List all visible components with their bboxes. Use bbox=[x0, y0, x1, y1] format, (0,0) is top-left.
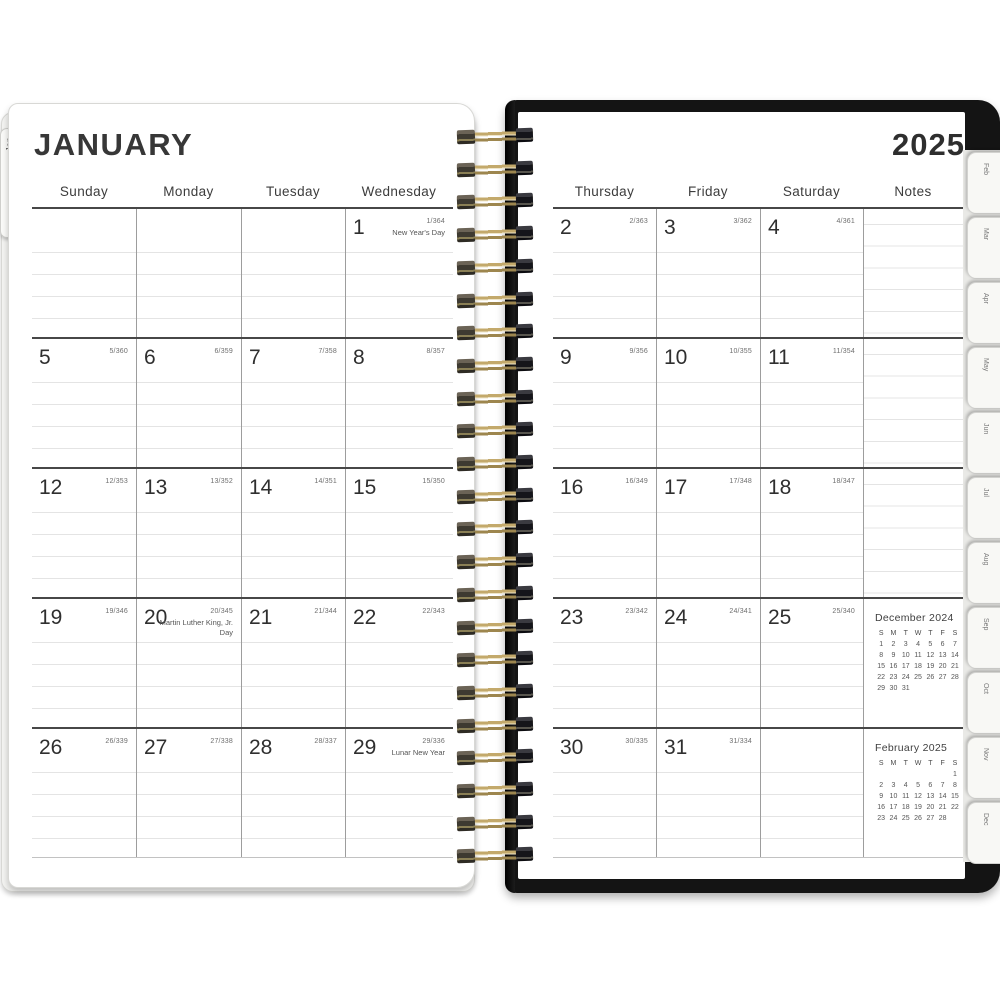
tab-label: Jun bbox=[982, 423, 989, 435]
day-cell-jan-19[interactable] bbox=[32, 599, 136, 727]
day-of-year: 10/355 bbox=[729, 348, 752, 355]
mini-cal-cell: 10 bbox=[901, 652, 910, 659]
mini-cal-cell: 12 bbox=[914, 793, 922, 800]
notes-cell[interactable] bbox=[863, 209, 963, 337]
date-number: 17 bbox=[664, 476, 688, 499]
spiral-coil bbox=[457, 291, 533, 309]
date-number: 11 bbox=[768, 346, 790, 369]
day-of-year: 17/348 bbox=[729, 478, 752, 485]
mini-cal-cell: 7 bbox=[940, 782, 945, 789]
mini-calendar-title: December 2024 bbox=[875, 612, 954, 624]
left-week-row-1 bbox=[32, 207, 453, 337]
tab-label: May bbox=[982, 358, 989, 372]
day-header-tuesday: Tuesday bbox=[265, 184, 321, 199]
left-week-row-4 bbox=[32, 597, 453, 727]
left-week-row-3 bbox=[32, 467, 453, 597]
right-week-row-5 bbox=[553, 727, 963, 857]
date-number: 21 bbox=[249, 606, 273, 629]
tab-october[interactable] bbox=[967, 672, 1000, 734]
tab-november[interactable] bbox=[967, 737, 1000, 799]
tab-label: Apr bbox=[982, 293, 989, 304]
day-cell-empty[interactable] bbox=[241, 209, 345, 337]
mini-calendar-dow bbox=[875, 759, 961, 768]
day-of-year: 21/344 bbox=[314, 608, 337, 615]
day-of-year: 8/357 bbox=[426, 348, 445, 355]
day-of-year: 27/338 bbox=[210, 738, 233, 745]
mini-cal-cell: F bbox=[940, 760, 945, 767]
mini-cal-cell: 26 bbox=[926, 674, 935, 681]
tab-april[interactable] bbox=[967, 282, 1000, 344]
mini-cal-cell: T bbox=[928, 760, 933, 767]
mini-cal-cell: W bbox=[914, 760, 922, 767]
spiral-coil bbox=[457, 651, 533, 669]
date-number: 3 bbox=[664, 216, 676, 239]
right-grid-bottom-line bbox=[553, 857, 963, 858]
holiday-label: New Year's Day bbox=[392, 228, 445, 237]
tab-march[interactable] bbox=[967, 217, 1000, 279]
mini-cal-cell: 20 bbox=[926, 804, 935, 811]
spiral-binding bbox=[457, 0, 533, 1000]
day-cell-jan-3[interactable] bbox=[656, 209, 760, 337]
tab-may[interactable] bbox=[967, 347, 1000, 409]
day-cell-jan-21[interactable] bbox=[241, 599, 345, 727]
day-of-year: 20/345 bbox=[210, 608, 233, 615]
day-cell-jan-20[interactable] bbox=[136, 599, 241, 727]
spiral-coil bbox=[457, 716, 533, 734]
date-number: 7 bbox=[249, 346, 261, 369]
month-title: JANUARY bbox=[34, 127, 194, 162]
spiral-coil bbox=[457, 782, 533, 800]
mini-cal-cell: 21 bbox=[951, 663, 959, 670]
mini-cal-cell: 27 bbox=[926, 815, 935, 822]
mini-cal-cell: 15 bbox=[951, 793, 959, 800]
day-cell-jan-6[interactable] bbox=[136, 339, 241, 467]
day-cell-jan-9[interactable] bbox=[553, 339, 656, 467]
mini-cal-cell: 2 bbox=[891, 641, 896, 648]
day-of-year: 9/356 bbox=[629, 348, 648, 355]
date-number: 25 bbox=[768, 606, 792, 629]
day-cell-jan-29[interactable] bbox=[345, 729, 453, 857]
day-of-year: 19/346 bbox=[105, 608, 128, 615]
mini-cal-cell: S bbox=[878, 630, 884, 637]
date-number: 5 bbox=[39, 346, 51, 369]
day-cell-jan-4[interactable] bbox=[760, 209, 863, 337]
mini-cal-cell: 8 bbox=[879, 652, 884, 659]
day-cell-jan-30[interactable] bbox=[553, 729, 656, 857]
mini-cal-cell bbox=[936, 684, 948, 693]
day-of-year: 14/351 bbox=[314, 478, 337, 485]
day-cell-jan-14[interactable] bbox=[241, 469, 345, 597]
day-cell-jan-10[interactable] bbox=[656, 339, 760, 467]
tab-september[interactable] bbox=[967, 607, 1000, 669]
left-day-header-row bbox=[32, 184, 453, 199]
mini-cal-cell: S bbox=[878, 760, 884, 767]
date-number: 31 bbox=[664, 736, 688, 759]
spiral-coil bbox=[457, 258, 533, 276]
mini-cal-cell: 4 bbox=[903, 782, 908, 789]
tab-label: Mar bbox=[982, 228, 989, 241]
day-of-year: 12/353 bbox=[105, 478, 128, 485]
mini-cal-cell: 5 bbox=[928, 641, 933, 648]
spiral-coil bbox=[457, 814, 533, 832]
day-cell-jan-12[interactable] bbox=[32, 469, 136, 597]
date-number: 24 bbox=[664, 606, 688, 629]
left-grid-bottom-line bbox=[32, 857, 453, 858]
spiral-coil bbox=[457, 226, 533, 244]
day-of-year: 16/349 bbox=[625, 478, 648, 485]
mini-cal-cell: 18 bbox=[914, 663, 922, 670]
day-cell-jan-16[interactable] bbox=[553, 469, 656, 597]
date-number: 12 bbox=[39, 476, 63, 499]
day-of-year: 22/343 bbox=[422, 608, 445, 615]
spiral-coil bbox=[457, 357, 533, 375]
day-cell-empty[interactable] bbox=[760, 729, 863, 857]
day-of-year: 6/359 bbox=[214, 348, 233, 355]
tab-december[interactable] bbox=[967, 802, 1000, 864]
spiral-coil bbox=[457, 455, 533, 473]
date-number: 26 bbox=[39, 736, 63, 759]
mini-cal-cell: 9 bbox=[891, 652, 896, 659]
day-cell-empty[interactable] bbox=[136, 209, 241, 337]
left-week-row-5 bbox=[32, 727, 453, 857]
mini-cal-cell: 18 bbox=[901, 804, 910, 811]
mini-cal-cell: 28 bbox=[938, 815, 947, 822]
mini-cal-cell bbox=[887, 770, 899, 779]
mini-cal-cell bbox=[949, 684, 961, 693]
day-of-year: 3/362 bbox=[733, 218, 752, 225]
tab-label: Sep bbox=[982, 618, 989, 631]
day-of-year: 25/340 bbox=[832, 608, 855, 615]
mini-cal-cell: 6 bbox=[940, 641, 945, 648]
tab-february[interactable] bbox=[967, 152, 1000, 214]
day-header-friday: Friday bbox=[688, 184, 728, 199]
mini-cal-cell: 23 bbox=[889, 674, 898, 681]
day-cell-jan-15[interactable] bbox=[345, 469, 453, 597]
day-of-year: 28/337 bbox=[314, 738, 337, 745]
mini-calendar-days bbox=[875, 770, 961, 823]
notes-cell[interactable] bbox=[863, 339, 963, 467]
mini-cal-cell: T bbox=[928, 630, 933, 637]
year-title: 2025 bbox=[892, 127, 965, 162]
day-of-year: 1/364 bbox=[426, 218, 445, 225]
mini-cal-cell: 14 bbox=[951, 652, 959, 659]
day-of-year: 2/363 bbox=[629, 218, 648, 225]
notes-cell-minical bbox=[863, 729, 963, 857]
mini-cal-cell bbox=[924, 684, 936, 693]
date-number: 30 bbox=[560, 736, 584, 759]
holiday-label: Martin Luther King, Jr. Day bbox=[159, 618, 233, 637]
mini-cal-cell: M bbox=[890, 630, 897, 637]
mini-cal-cell: 10 bbox=[889, 793, 898, 800]
day-cell-jan-1[interactable] bbox=[345, 209, 453, 337]
mini-calendar-dow bbox=[875, 629, 961, 638]
holiday-label: Lunar New Year bbox=[391, 748, 445, 757]
tab-label: Dec bbox=[982, 813, 989, 826]
spiral-coil bbox=[457, 422, 533, 440]
right-week-row-3 bbox=[553, 467, 963, 597]
day-header-wednesday: Wednesday bbox=[361, 184, 437, 199]
mini-cal-cell bbox=[912, 684, 924, 693]
right-week-row-4 bbox=[553, 597, 963, 727]
mini-cal-cell: 23 bbox=[877, 815, 886, 822]
mini-cal-cell: S bbox=[952, 760, 958, 767]
date-number: 8 bbox=[353, 346, 365, 369]
mini-cal-cell: 1 bbox=[879, 641, 884, 648]
day-of-year: 30/335 bbox=[625, 738, 648, 745]
mini-cal-cell: 3 bbox=[891, 782, 896, 789]
mini-cal-cell: 1 bbox=[952, 771, 957, 778]
day-of-year: 18/347 bbox=[832, 478, 855, 485]
spiral-coil bbox=[457, 160, 533, 178]
notes-header: Notes bbox=[894, 184, 932, 199]
mini-cal-cell: W bbox=[914, 630, 922, 637]
date-number: 2 bbox=[560, 216, 572, 239]
mini-cal-cell: 29 bbox=[877, 685, 886, 692]
day-of-year: 11/354 bbox=[832, 348, 855, 355]
mini-cal-cell: 4 bbox=[916, 641, 920, 648]
day-cell-jan-24[interactable] bbox=[656, 599, 760, 727]
spiral-coil bbox=[457, 618, 533, 636]
day-of-year: 7/358 bbox=[318, 348, 337, 355]
mini-cal-cell: 11 bbox=[902, 793, 910, 800]
date-number: 19 bbox=[39, 606, 63, 629]
mini-cal-cell bbox=[900, 770, 912, 779]
tab-label: Jul bbox=[982, 488, 989, 497]
mini-cal-cell bbox=[912, 770, 924, 779]
day-of-year: 4/361 bbox=[836, 218, 855, 225]
day-cell-jan-5[interactable] bbox=[32, 339, 136, 467]
day-of-year: 31/334 bbox=[729, 738, 752, 745]
date-number: 18 bbox=[768, 476, 792, 499]
notes-cell-minical bbox=[863, 599, 963, 727]
day-header-saturday: Saturday bbox=[782, 184, 841, 199]
day-cell-jan-8[interactable] bbox=[345, 339, 453, 467]
mini-cal-cell: 24 bbox=[901, 674, 910, 681]
tab-label: Feb bbox=[982, 163, 989, 176]
mini-cal-cell bbox=[875, 770, 887, 779]
notes-cell[interactable] bbox=[863, 469, 963, 597]
mini-cal-cell: F bbox=[940, 630, 945, 637]
day-cell-jan-28[interactable] bbox=[241, 729, 345, 857]
mini-calendar-title: February 2025 bbox=[875, 742, 948, 754]
date-number: 29 bbox=[353, 736, 377, 759]
date-number: 20 bbox=[144, 606, 168, 629]
mini-cal-cell: 30 bbox=[889, 685, 898, 692]
mini-cal-cell: 20 bbox=[938, 663, 947, 670]
mini-cal-cell: 19 bbox=[926, 663, 935, 670]
left-week-row-2 bbox=[32, 337, 453, 467]
date-number: 4 bbox=[768, 216, 780, 239]
mini-cal-cell bbox=[949, 814, 961, 823]
day-of-year: 13/352 bbox=[210, 478, 233, 485]
day-cell-jan-18[interactable] bbox=[760, 469, 863, 597]
tab-label: Aug bbox=[982, 553, 989, 566]
mini-cal-cell: 13 bbox=[926, 793, 935, 800]
mini-cal-cell: 12 bbox=[926, 652, 935, 659]
mini-cal-cell: 6 bbox=[928, 782, 933, 789]
spiral-coil bbox=[457, 749, 533, 767]
mini-cal-cell: 25 bbox=[901, 815, 910, 822]
mini-cal-cell: 13 bbox=[938, 652, 947, 659]
mini-cal-cell: 8 bbox=[952, 782, 957, 789]
mini-cal-cell: 14 bbox=[938, 793, 947, 800]
mini-cal-cell: 25 bbox=[914, 674, 922, 681]
tab-label: Oct bbox=[982, 683, 989, 694]
right-week-row-1 bbox=[553, 207, 963, 337]
spiral-coil bbox=[457, 324, 533, 342]
day-cell-jan-31[interactable] bbox=[656, 729, 760, 857]
spiral-coil bbox=[457, 684, 533, 702]
spiral-coil bbox=[457, 585, 533, 603]
day-of-year: 24/341 bbox=[729, 608, 752, 615]
mini-cal-cell: 27 bbox=[938, 674, 947, 681]
mini-cal-cell: 28 bbox=[951, 674, 959, 681]
day-cell-jan-2[interactable] bbox=[553, 209, 656, 337]
day-of-year: 29/336 bbox=[422, 738, 445, 745]
day-cell-jan-26[interactable] bbox=[32, 729, 136, 857]
date-number: 14 bbox=[249, 476, 273, 499]
mini-cal-cell: 15 bbox=[877, 663, 886, 670]
day-cell-jan-11[interactable] bbox=[760, 339, 863, 467]
day-of-year: 23/342 bbox=[625, 608, 648, 615]
mini-cal-cell: 16 bbox=[877, 804, 886, 811]
date-number: 6 bbox=[144, 346, 156, 369]
mini-cal-cell: 31 bbox=[901, 685, 910, 692]
day-of-year: 26/339 bbox=[105, 738, 128, 745]
mini-calendar-february bbox=[875, 742, 961, 823]
tab-august[interactable] bbox=[967, 542, 1000, 604]
tab-label: Nov bbox=[982, 748, 989, 761]
mini-cal-cell: S bbox=[952, 630, 958, 637]
day-header-monday: Monday bbox=[163, 184, 214, 199]
date-number: 16 bbox=[560, 476, 584, 499]
date-number: 23 bbox=[560, 606, 584, 629]
tab-june[interactable] bbox=[967, 412, 1000, 474]
mini-cal-cell: M bbox=[890, 760, 897, 767]
mini-cal-cell: 26 bbox=[914, 815, 922, 822]
right-day-header-row bbox=[553, 184, 963, 199]
day-cell-jan-25[interactable] bbox=[760, 599, 863, 727]
spiral-coil bbox=[457, 193, 533, 211]
date-number: 27 bbox=[144, 736, 168, 759]
spiral-coil bbox=[457, 487, 533, 505]
mini-cal-cell: 21 bbox=[938, 804, 947, 811]
mini-cal-cell: 16 bbox=[889, 663, 898, 670]
spiral-coil bbox=[457, 128, 533, 146]
mini-cal-cell: 19 bbox=[914, 804, 922, 811]
date-number: 13 bbox=[144, 476, 168, 499]
day-cell-jan-17[interactable] bbox=[656, 469, 760, 597]
mini-cal-cell: 17 bbox=[889, 804, 898, 811]
mini-cal-cell: T bbox=[903, 760, 908, 767]
date-number: 15 bbox=[353, 476, 377, 499]
mini-cal-cell: T bbox=[903, 630, 908, 637]
day-cell-empty[interactable] bbox=[32, 209, 136, 337]
mini-cal-cell: 3 bbox=[903, 641, 908, 648]
mini-cal-cell bbox=[924, 770, 936, 779]
spiral-coil bbox=[457, 553, 533, 571]
day-of-year: 15/350 bbox=[422, 478, 445, 485]
mini-cal-cell: 22 bbox=[877, 674, 886, 681]
date-number: 22 bbox=[353, 606, 377, 629]
date-number: 28 bbox=[249, 736, 273, 759]
spiral-coil bbox=[457, 389, 533, 407]
mini-cal-cell: 11 bbox=[914, 652, 922, 659]
day-cell-jan-22[interactable] bbox=[345, 599, 453, 727]
right-week-row-2 bbox=[553, 337, 963, 467]
day-of-year: 5/360 bbox=[109, 348, 128, 355]
mini-cal-cell: 5 bbox=[916, 782, 920, 789]
day-header-thursday: Thursday bbox=[574, 184, 635, 199]
spiral-coil bbox=[457, 847, 533, 865]
mini-cal-cell bbox=[936, 770, 948, 779]
mini-cal-cell: 9 bbox=[879, 793, 884, 800]
date-number: 9 bbox=[560, 346, 572, 369]
mini-cal-cell: 24 bbox=[889, 815, 898, 822]
day-header-sunday: Sunday bbox=[59, 184, 109, 199]
mini-cal-cell: 22 bbox=[951, 804, 959, 811]
date-number: 1 bbox=[353, 216, 365, 239]
spiral-coil bbox=[457, 520, 533, 538]
mini-cal-cell: 7 bbox=[952, 641, 957, 648]
mini-calendar-days bbox=[875, 640, 961, 693]
mini-cal-cell: 2 bbox=[879, 782, 884, 789]
tab-july[interactable] bbox=[967, 477, 1000, 539]
mini-calendar-december bbox=[875, 612, 961, 693]
date-number: 10 bbox=[664, 346, 688, 369]
mini-cal-cell: 17 bbox=[901, 663, 910, 670]
day-cell-jan-13[interactable] bbox=[136, 469, 241, 597]
day-cell-jan-27[interactable] bbox=[136, 729, 241, 857]
day-cell-jan-23[interactable] bbox=[553, 599, 656, 727]
day-cell-jan-7[interactable] bbox=[241, 339, 345, 467]
